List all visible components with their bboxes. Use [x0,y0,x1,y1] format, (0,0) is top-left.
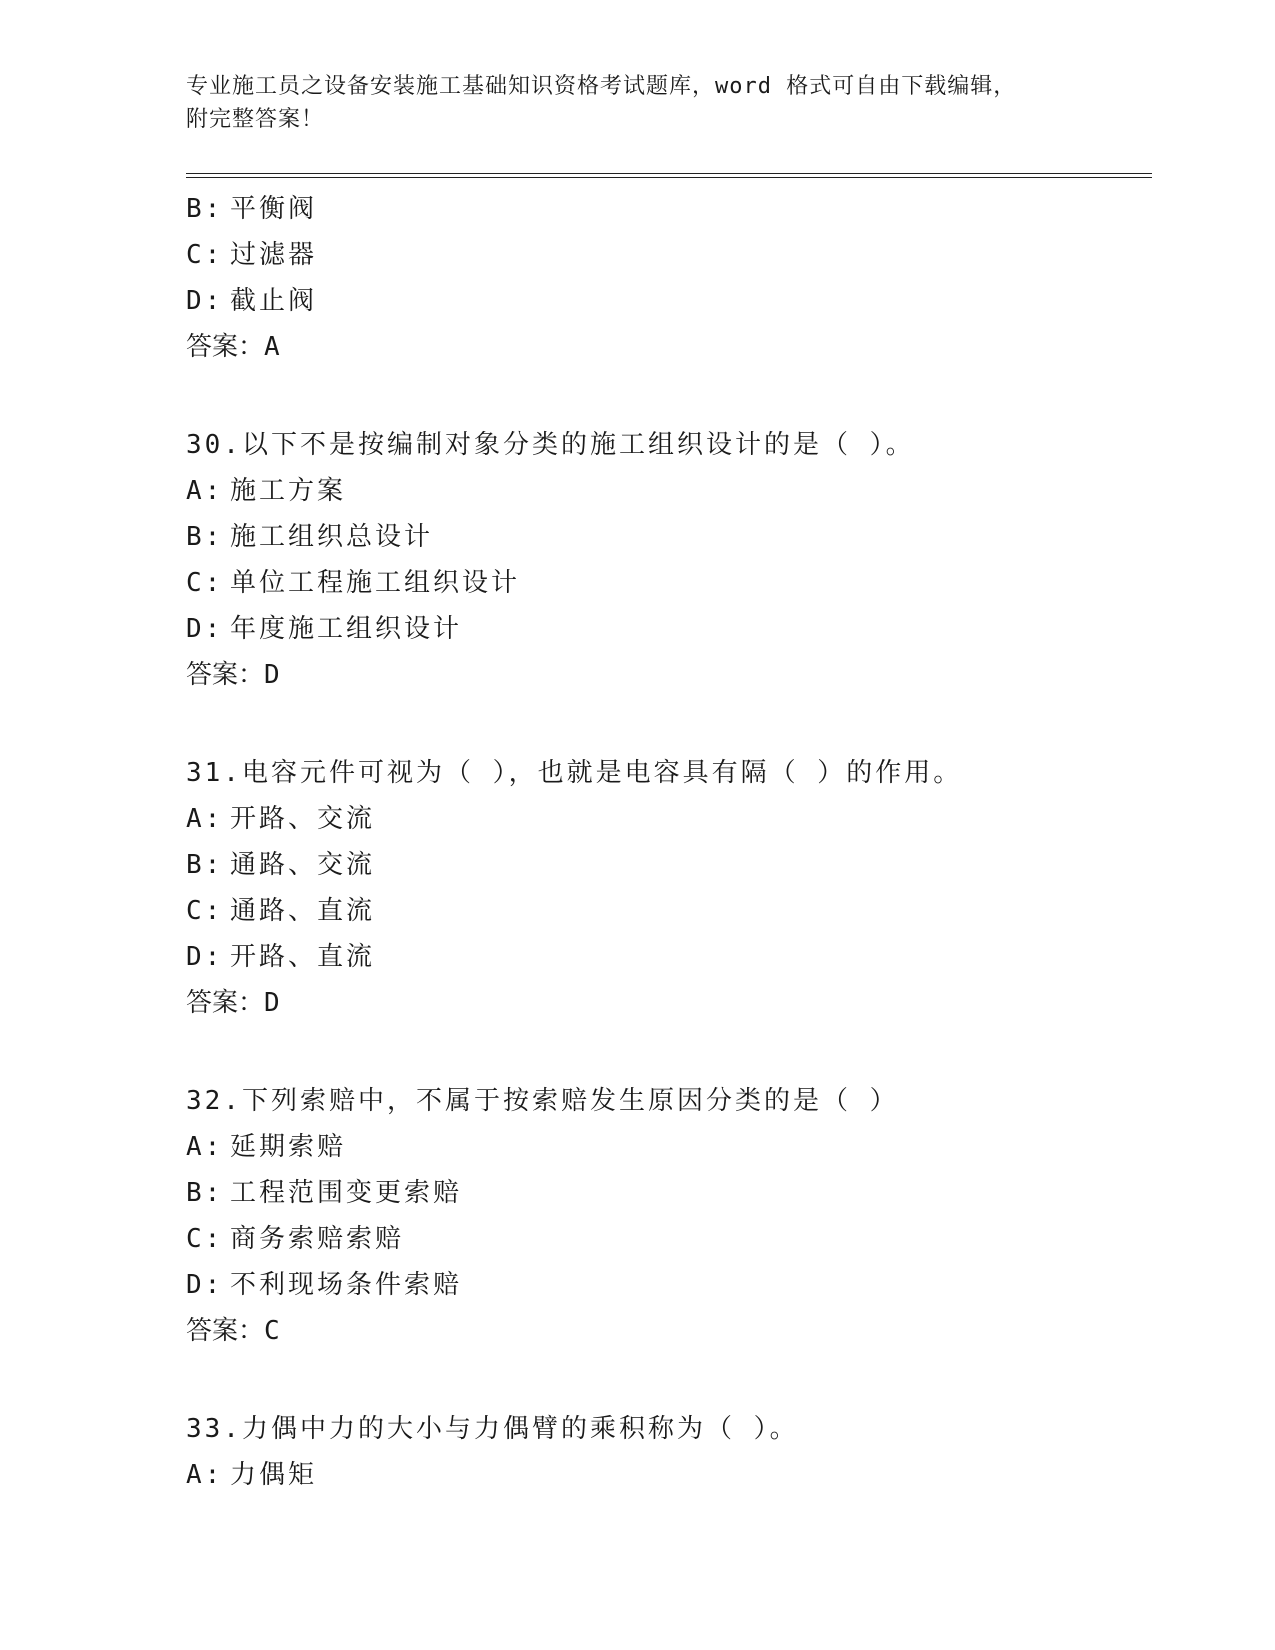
spacer [186,1354,1152,1406]
option-row [186,796,1152,842]
question-stem: 33.力偶中力的大小与力偶臂的乘积称为（ ）。 [186,1414,799,1444]
option-row [186,514,1152,560]
option-key: B: [186,522,224,552]
option-text: 平衡阀 [230,194,318,224]
option-row [186,606,1152,652]
option-key: D: [186,286,224,316]
option-key: B: [186,194,224,224]
spacer [186,370,1152,422]
option-row [186,1216,1152,1262]
option-text: 年度施工组织设计 [230,614,463,644]
header-line-1: 专业施工员之设备安装施工基础知识资格考试题库，word 格式可自由下载编辑， [186,74,1017,99]
option-key: B: [186,850,224,880]
option-text: 不利现场条件索赔 [230,1270,463,1300]
document-page [186,70,1152,1498]
answer-value: D [264,660,282,690]
option-text: 过滤器 [230,240,318,270]
option-key: C: [186,240,224,270]
option-text: 施工组织总设计 [230,522,434,552]
spacer [186,698,1152,750]
question-block-32 [186,1078,1152,1354]
option-row [186,934,1152,980]
question-stem: 31.电容元件可视为（ ），也就是电容具有隔（ ）的作用。 [186,758,963,788]
document-header [186,70,1152,178]
option-key: D: [186,614,224,644]
option-key: C: [186,896,224,926]
answer-label: 答案： [186,332,265,362]
option-text: 开路、交流 [230,804,376,834]
option-text: 力偶矩 [230,1460,318,1490]
option-text: 开路、直流 [230,942,376,972]
option-key: D: [186,1270,224,1300]
option-key: A: [186,1132,224,1162]
option-row [186,888,1152,934]
question-block-33 [186,1406,1152,1498]
answer-label: 答案： [186,660,265,690]
option-key: D: [186,942,224,972]
option-key: B: [186,1178,224,1208]
answer-label: 答案： [186,1316,265,1346]
option-row [186,186,1152,232]
option-row [186,1262,1152,1308]
option-row [186,468,1152,514]
option-row [186,1170,1152,1216]
question-block-30 [186,422,1152,698]
header-double-rule [186,173,1152,178]
option-text: 截止阀 [230,286,318,316]
option-text: 工程范围变更索赔 [230,1178,463,1208]
option-key: A: [186,804,224,834]
option-key: C: [186,568,224,598]
option-text: 单位工程施工组织设计 [230,568,521,598]
answer-value: C [264,1316,282,1346]
question-stem: 30.以下不是按编制对象分类的施工组织设计的是（ ）。 [186,430,915,460]
option-row [186,278,1152,324]
option-row [186,560,1152,606]
question-list [186,186,1152,1498]
option-text: 通路、交流 [230,850,376,880]
answer-row [186,324,1152,370]
question-block-continued [186,186,1152,370]
header-line-2: 附完整答案！ [186,107,325,132]
option-key: C: [186,1224,224,1254]
option-row [186,232,1152,278]
option-text: 延期索赔 [230,1132,347,1162]
answer-row [186,1308,1152,1354]
option-text: 商务索赔索赔 [230,1224,405,1254]
option-text: 施工方案 [230,476,347,506]
answer-value: A [264,332,282,362]
option-text: 通路、直流 [230,896,376,926]
option-row [186,842,1152,888]
answer-label: 答案： [186,988,265,1018]
question-stem: 32.下列索赔中，不属于按索赔发生原因分类的是（ ） [186,1086,899,1116]
option-row [186,1452,1152,1498]
question-block-31 [186,750,1152,1026]
spacer [186,1026,1152,1078]
answer-row [186,652,1152,698]
option-row [186,1124,1152,1170]
option-key: A: [186,1460,224,1490]
option-key: A: [186,476,224,506]
answer-value: D [264,988,282,1018]
answer-row [186,980,1152,1026]
